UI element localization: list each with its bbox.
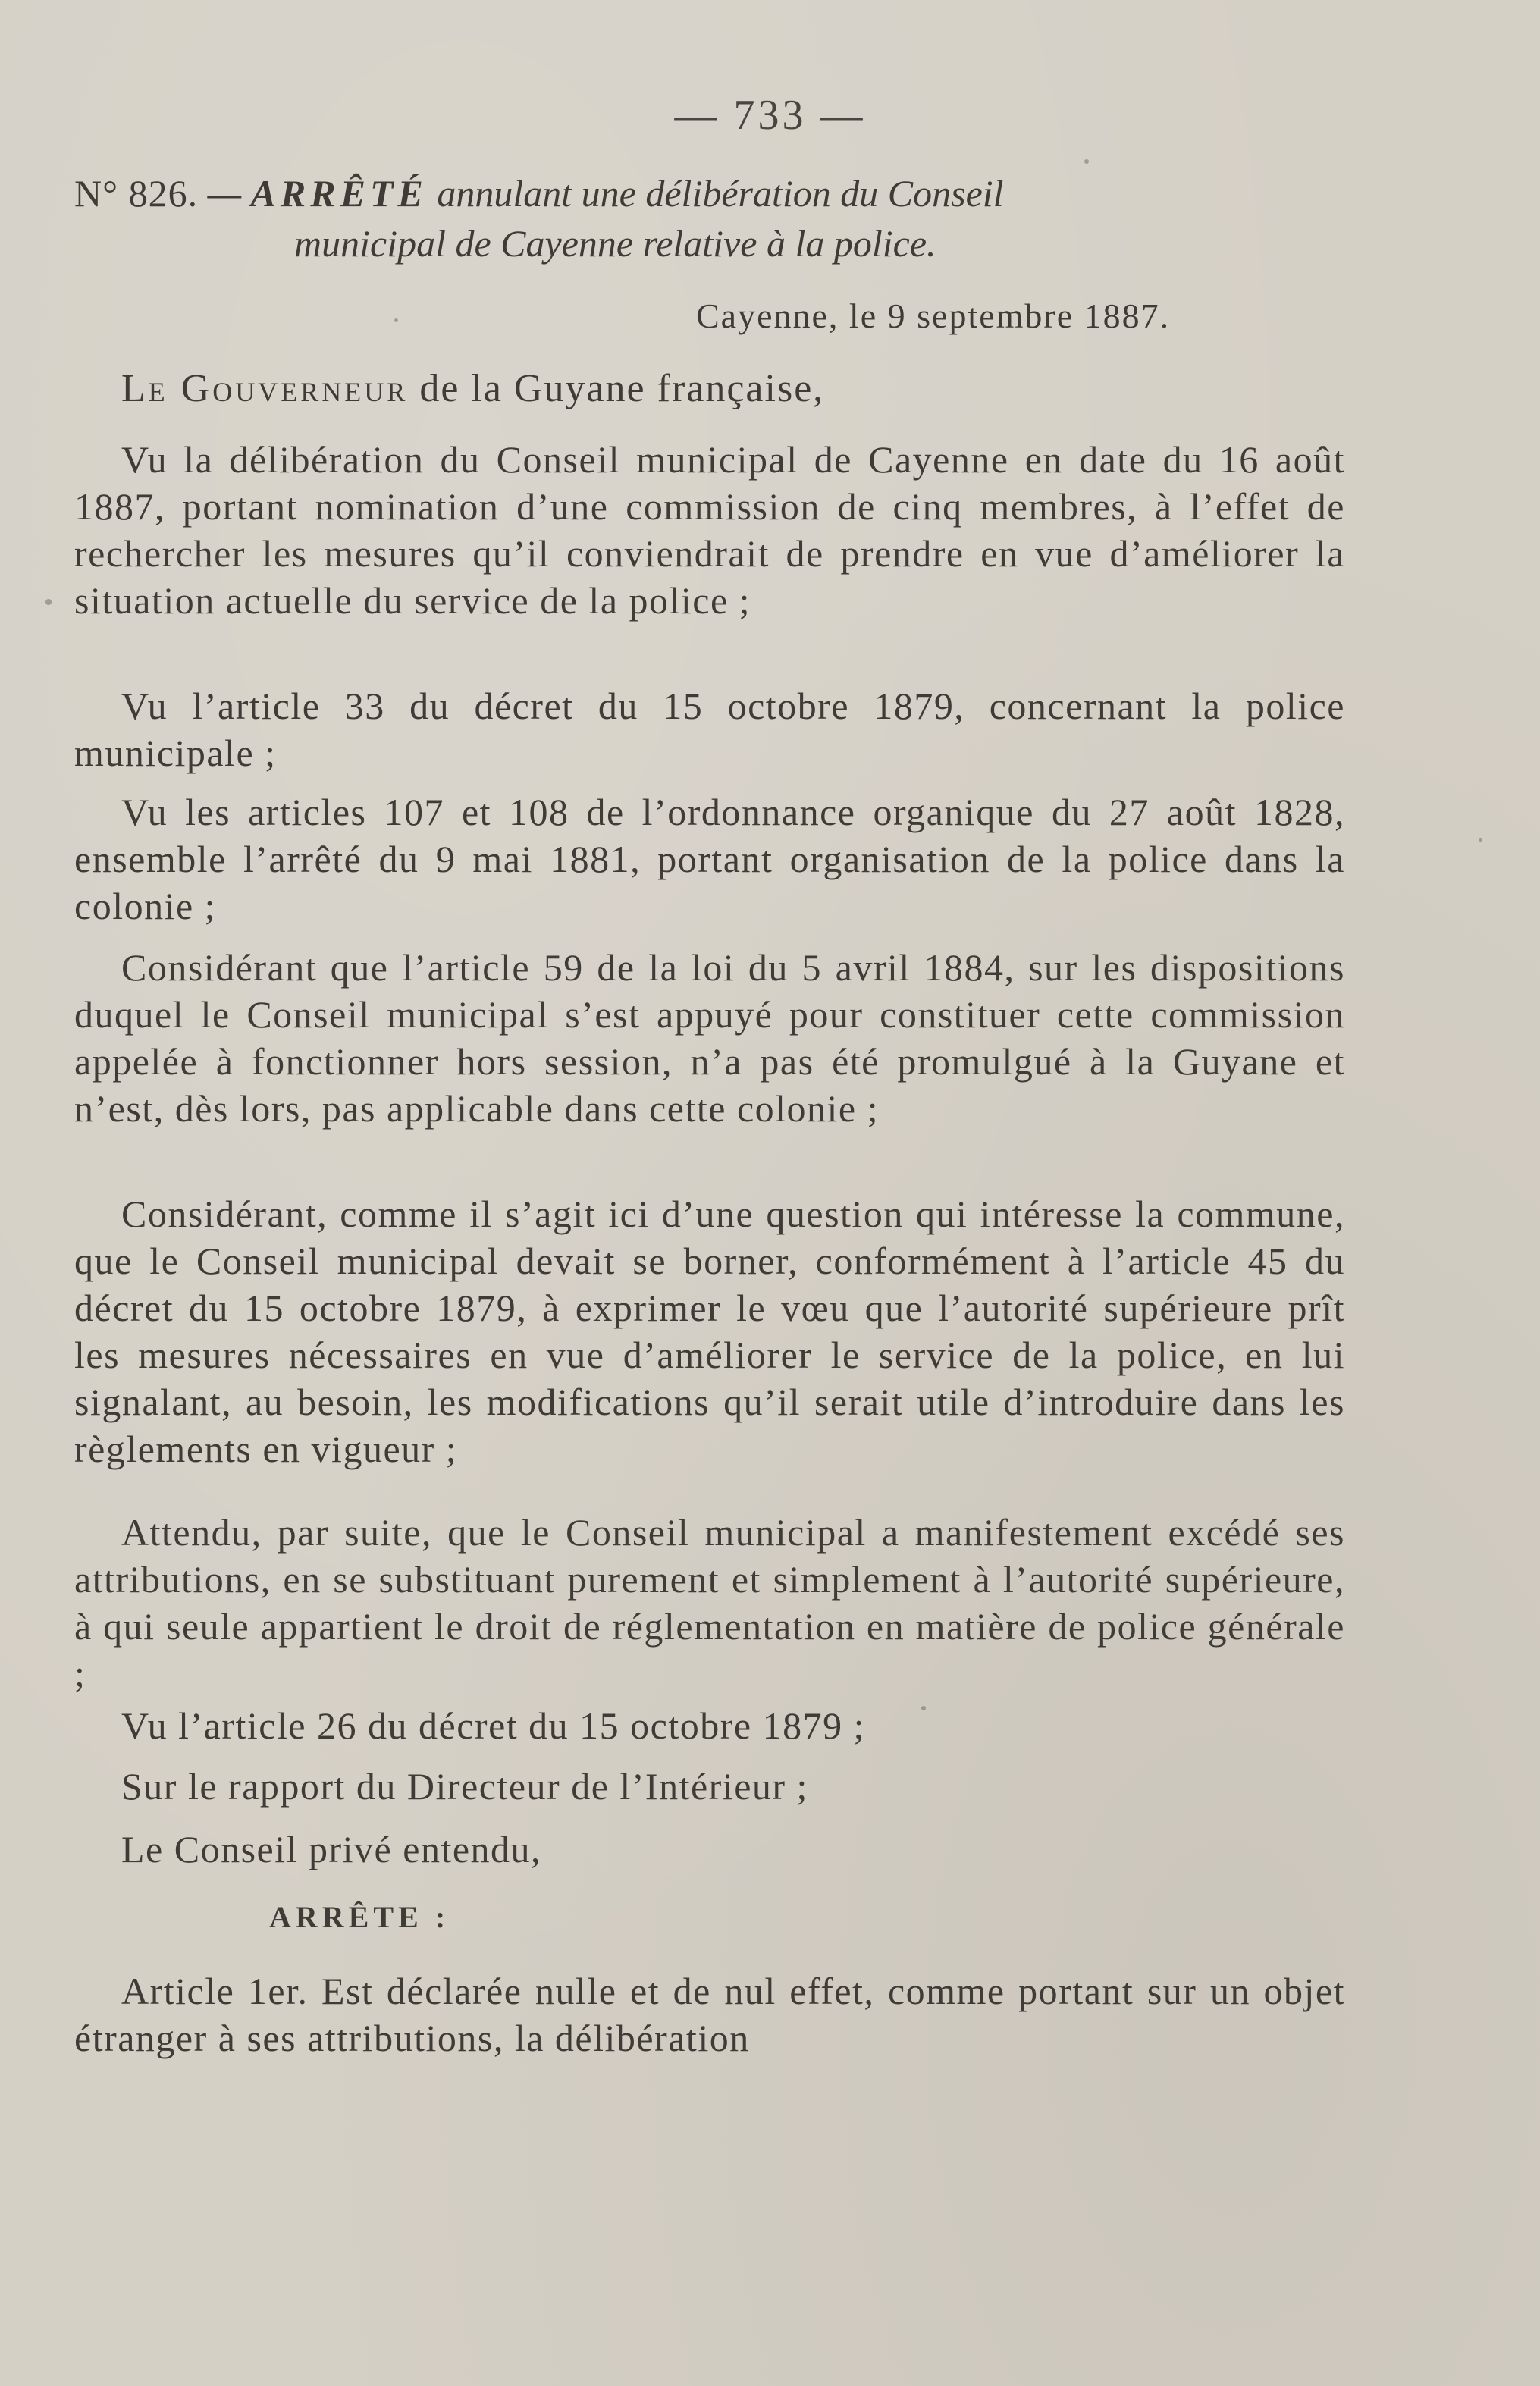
heading-arrete-word: ARRÊTÉ — [250, 172, 428, 215]
paragraph-article-33: Vu l’article 33 du décret du 15 octobre 1879, concernant la police municipale ; — [74, 685, 1345, 774]
dateline: Cayenne, le 9 septembre 1887. — [696, 296, 1171, 335]
paper-speck — [921, 1706, 926, 1710]
heading-line2: municipal de Cayenne relative à la police. — [294, 222, 936, 265]
paragraph-article-26: Vu l’article 26 du décret du 15 octobre 1879 ; — [121, 1704, 865, 1747]
paragraph-attendu: Attendu, par suite, que le Conseil municipal a manifestement excédé ses attributions, en se substituant purement et simplement à l’autorité supérieure, à qui seule appartient le droit de réglementation en matière de police générale ; — [74, 1511, 1345, 1695]
paper-speck — [45, 599, 52, 605]
governor-rest: de la Guyane française, — [419, 367, 825, 410]
paragraph-article-1: Article 1er. Est déclarée nulle et de nul effet, comme portant sur un objet étranger à ses attributions, la délibération — [74, 1970, 1345, 2059]
paper-speck — [1084, 159, 1089, 164]
paper-speck — [394, 318, 398, 322]
governor-line — [121, 366, 824, 411]
decree-heading — [74, 168, 1348, 268]
governor-title: Le Gouverneur — [121, 367, 409, 410]
decree-number: N° 826. — [74, 172, 199, 215]
paragraph-articles-107-108: Vu les articles 107 et 108 de l’ordonnance organique du 27 août 1828, ensemble l’arrêté du 9 mai 1881, portant organisation de la police dans la colonie ; — [74, 791, 1345, 927]
heading-line1-rest: annulant une délibération du Conseil — [437, 172, 1004, 215]
paper-speck — [1479, 838, 1482, 842]
paragraph-conseil-prive: Le Conseil privé entendu, — [121, 1828, 542, 1870]
paragraph-rapport: Sur le rapport du Directeur de l’Intérieur ; — [121, 1765, 808, 1808]
paragraph-deliberation: Vu la délibération du Conseil municipal de Cayenne en date du 16 août 1887, portant nomination d’une commission de cinq membres, à l’effet de rechercher les mesures qu’il conviendrait de prendre en vue d’améliorer la situation actuelle du service de la police ; — [74, 438, 1345, 622]
arrete-title: ARRÊTE : — [269, 1900, 450, 1934]
page-number: — 733 — — [674, 92, 866, 139]
paragraph-considerant-article-59: Considérant que l’article 59 de la loi du 5 avril 1884, sur les dispositions duquel le Conseil municipal s’est appuyé pour constituer cette commission appelée à fonctionner hors session, n’a pas été promulgué à la Guyane et n’est, dès lors, pas applicable dans cette colonie ; — [74, 946, 1345, 1130]
paragraph-considerant-question: Considérant, comme il s’agit ici d’une question qui intéresse la commune, que le Conseil municipal devait se borner, conformément à l’article 45 du décret du 15 octobre 1879, à exprimer le vœu que l’autorité supérieure prît les mesures nécessaires en vue d’améliorer le service de la police, en lui signalant, au besoin, les modifications qu’il serait utile d’introduire dans les règlements en vigueur ; — [74, 1193, 1345, 1470]
heading-dash: — — [207, 172, 242, 215]
